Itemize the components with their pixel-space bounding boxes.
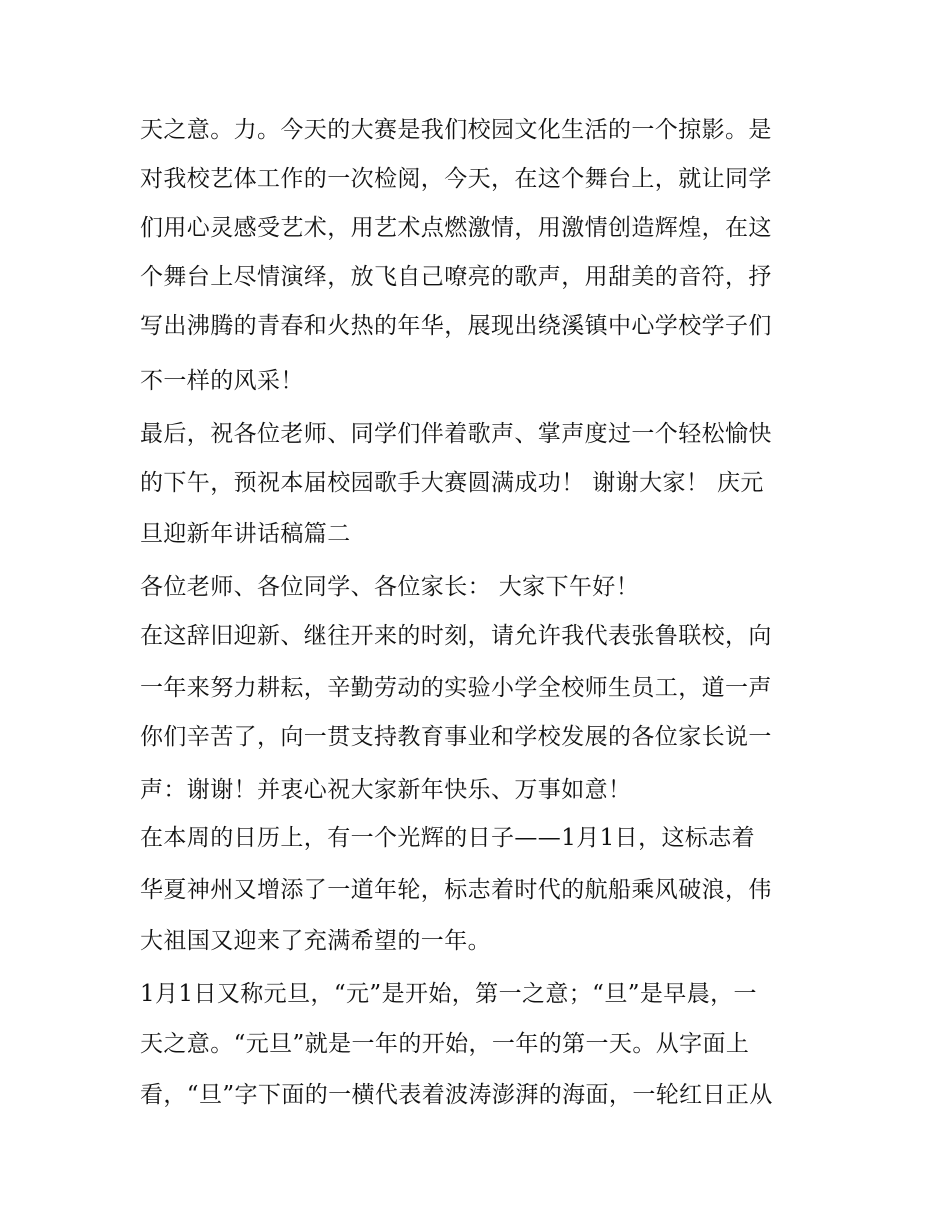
text-line: 们用心灵感受艺术，用艺术点燃激情，用激情创造辉煌，在这 <box>140 215 772 241</box>
text-line: 天之意。力。今天的大赛是我们校园文化生活的一个掠影。是 <box>140 117 772 143</box>
text-line: 写出沸腾的青春和火热的年华，展现出绕溪镇中心学校学子们 <box>140 313 772 339</box>
text-line: 各位老师、各位同学、各位家长： 大家下午好！ <box>140 574 640 600</box>
text-line: 1月1日又称元旦，“元”是开始，第一之意；“旦”是早晨，一 <box>140 981 757 1007</box>
text-line: 天之意。“元旦”就是一年的开始，一年的第一天。从字面上 <box>140 1031 750 1057</box>
text-line: 看，“旦”字下面的一横代表着波涛澎湃的海面，一轮红日正从 <box>140 1082 773 1108</box>
text-line: 最后，祝各位老师、同学们伴着歌声、掌声度过一个轻松愉快 <box>140 421 772 447</box>
text-line: 你们辛苦了，向一贯支持教育事业和学校发展的各位家长说一 <box>140 724 772 750</box>
text-line: 的下午，预祝本届校园歌手大赛圆满成功！ 谢谢大家！ 庆元 <box>140 470 764 496</box>
text-line: 一年来努力耕耘，辛勤劳动的实验小学全校师生员工，道一声 <box>140 675 772 701</box>
text-line: 对我校艺体工作的一次检阅，今天，在这个舞台上，就让同学 <box>140 166 772 192</box>
text-line: 大祖国又迎来了充满希望的一年。 <box>140 928 491 954</box>
text-line: 在本周的日历上，有一个光辉的日子——1月1日，这标志着 <box>140 825 756 851</box>
text-line: 在这辞旧迎新、继往开来的时刻，请允许我代表张鲁联校，向 <box>140 623 772 649</box>
text-line: 旦迎新年讲话稿篇二 <box>140 521 351 547</box>
text-line: 不一样的风采！ <box>140 368 304 394</box>
text-line: 声：谢谢！并衷心祝大家新年快乐、万事如意！ <box>140 777 632 803</box>
text-line: 华夏神州又增添了一道年轮，标志着时代的航船乘风破浪，伟 <box>140 877 772 903</box>
text-line: 个舞台上尽情演绎，放飞自己嘹亮的歌声，用甜美的音符，抒 <box>140 264 772 290</box>
